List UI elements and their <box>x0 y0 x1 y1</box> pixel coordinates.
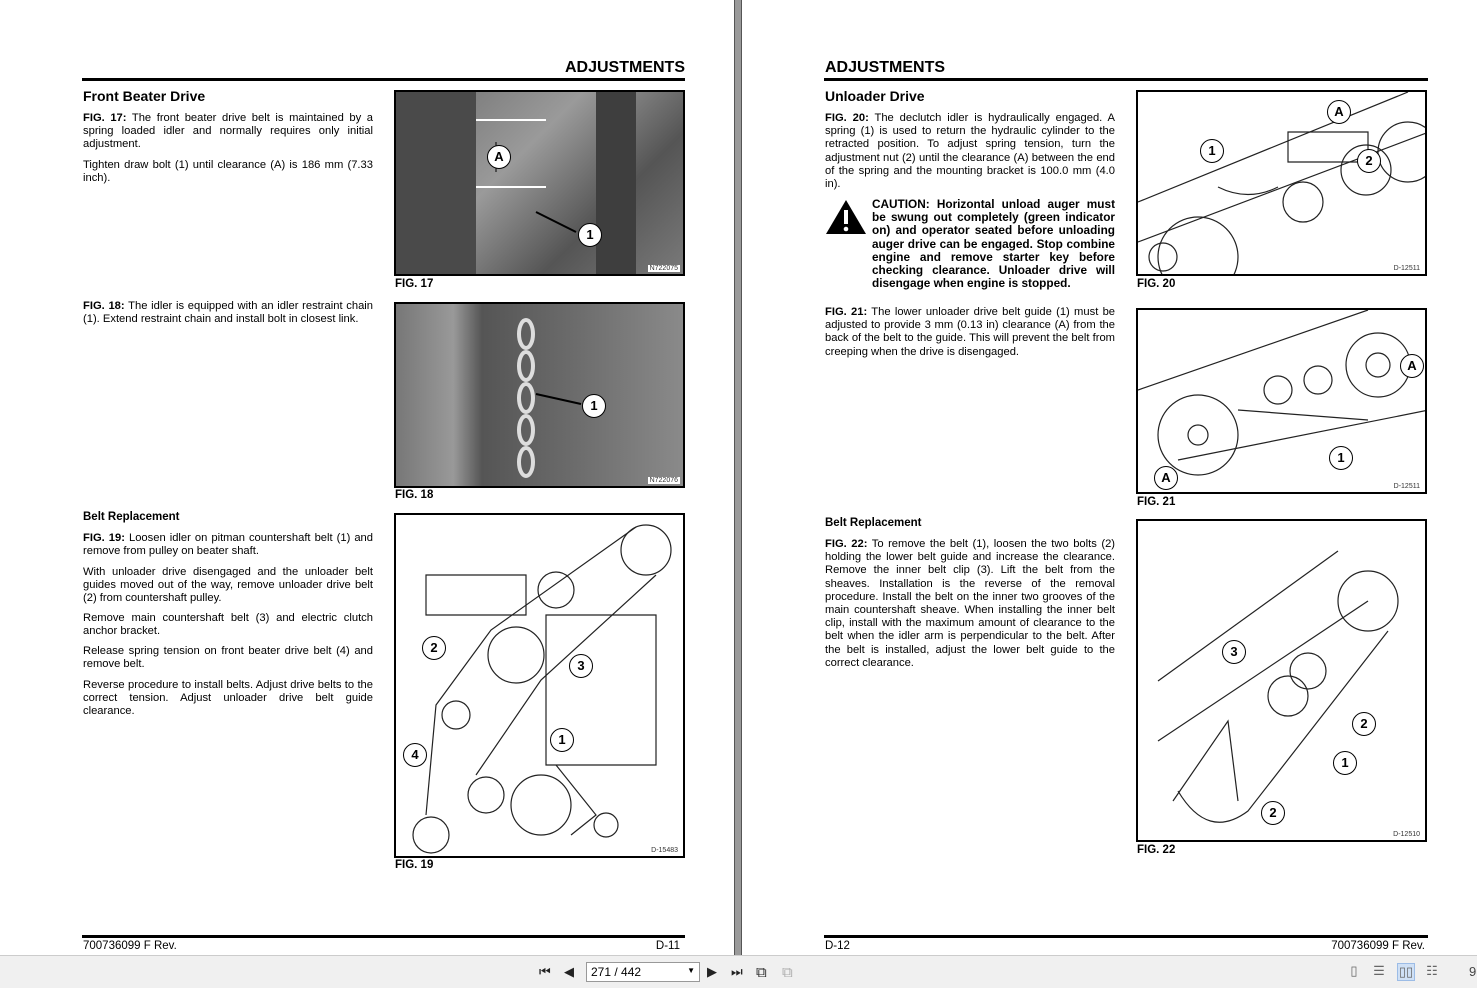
continuous-view-icon[interactable]: ☰ <box>1373 963 1385 978</box>
paragraph: Reverse procedure to install belts. Adjust drive belts to the correct tension. Adjust unloader drive belt guide clearance. <box>83 679 373 718</box>
fig19-paragraph <box>83 532 373 558</box>
figure-19-drawing <box>394 513 685 858</box>
page-header: ADJUSTMENTS <box>825 59 946 76</box>
belt-guide-drawing <box>1138 310 1427 494</box>
callout-1: 1 <box>582 394 606 418</box>
first-page-button[interactable]: ⏮ <box>539 964 551 979</box>
callout-3: 3 <box>569 654 593 678</box>
figure-20-drawing <box>1136 90 1427 276</box>
unloader-belt-drawing <box>1138 521 1427 842</box>
page-number-value: 271 / 442 <box>591 965 642 979</box>
callout-1: 1 <box>1333 751 1357 775</box>
image-code: D-15483 <box>651 847 678 854</box>
single-page-view-icon[interactable]: ▯ <box>1350 963 1358 978</box>
footer-page-number: D-12 <box>825 940 850 952</box>
fig21-paragraph <box>825 306 1115 359</box>
fig18-paragraph <box>83 300 373 326</box>
figure-caption: FIG. 21 <box>1137 496 1176 508</box>
dropdown-arrow-icon[interactable]: ▼ <box>687 966 695 975</box>
figure-caption: FIG. 18 <box>395 489 434 501</box>
paragraph: Tighten draw bolt (1) until clearance (A) is 186 mm (7.33 inch). <box>83 159 373 185</box>
paragraph-text: To remove the belt (1), loosen the two bolts (2) holding the lower belt guide and increase the clearance. Remove the inner belt clip (3). Lift the belt from the sheaves. Installation is the reverse of the removal procedure. Install the belt on the inner two grooves of the main countershaft sheave. When installing the inner belt clip, install with the maximum amount of clearance to the belt when the idler arm is perpendicular to the belt. After the belt is installed, adjust the lower belt guide to the correct clearance. <box>825 538 1116 669</box>
two-page-view-icon[interactable]: ▯▯ <box>1398 964 1414 979</box>
footer-rule <box>82 935 685 938</box>
fig-ref: FIG. 21: <box>825 306 868 318</box>
callout-1: 1 <box>1329 446 1353 470</box>
last-page-button[interactable]: ⏭ <box>731 964 743 979</box>
section-title: Unloader Drive <box>825 88 925 104</box>
previous-view-icon[interactable]: ⧉ <box>756 964 767 981</box>
paragraph: Release spring tension on front beater drive belt (4) and remove belt. <box>83 645 373 671</box>
figure-caption: FIG. 20 <box>1137 278 1176 290</box>
fig20-paragraph <box>825 112 1115 191</box>
figure-21-drawing <box>1136 308 1427 494</box>
figure-18-photo <box>394 302 685 488</box>
image-code: D-12510 <box>1393 831 1420 838</box>
paragraph-text: Loosen idler on pitman countershaft belt (1) and remove from pulley on beater shaft. <box>83 532 373 558</box>
next-view-icon[interactable]: ⧉ <box>782 964 793 981</box>
belt-drive-drawing <box>396 515 685 858</box>
header-rule <box>824 78 1428 81</box>
subsection-title: Belt Replacement <box>83 511 180 523</box>
callout-3: 3 <box>1222 640 1246 664</box>
callout-1: 1 <box>578 223 602 247</box>
fig22-paragraph <box>825 538 1115 670</box>
figure-caption: FIG. 19 <box>395 859 434 871</box>
navigation-toolbar <box>0 955 1477 988</box>
image-code: N722075 <box>649 265 678 272</box>
paragraph-text: The lower unloader drive belt guide (1) must be adjusted to provide 3 mm (0.13 in) clearance (A) from the back of the belt to the guide. This will prevent the belt from creeping when the drive is disengaged. <box>825 306 1116 358</box>
page-number-input[interactable] <box>586 962 700 982</box>
page-gutter <box>734 0 742 955</box>
paragraph: Remove main countershaft belt (3) and electric clutch anchor bracket. <box>83 612 373 638</box>
callout-1: 1 <box>550 728 574 752</box>
paragraph-text: The idler is equipped with an idler restraint chain (1). Extend restraint chain and install bolt in closest link. <box>83 300 374 326</box>
callout-A: A <box>1400 354 1424 378</box>
header-rule <box>82 78 685 81</box>
page-header: ADJUSTMENTS <box>564 59 685 76</box>
footer-rule <box>824 935 1428 938</box>
figure-lines <box>396 92 685 276</box>
fig-ref: FIG. 19: <box>83 532 125 544</box>
subsection-title: Belt Replacement <box>825 517 922 529</box>
fig-ref: FIG. 20: <box>825 112 869 124</box>
unloader-drive-drawing <box>1138 92 1427 276</box>
image-code: D-12511 <box>1393 265 1420 272</box>
right-page <box>742 0 1477 955</box>
footer-doc-number: 700736099 F Rev. <box>1331 940 1425 952</box>
chain-drawing <box>396 304 685 488</box>
image-code: N722076 <box>649 477 678 484</box>
figure-caption: FIG. 22 <box>1137 844 1176 856</box>
callout-2: 2 <box>1357 149 1381 173</box>
fig17-paragraph <box>83 112 373 152</box>
paragraph-text: The declutch idler is hydraulically engaged. A spring (1) is used to return the hydraulic cylinder to the retracted position. To adjust spring tension, turn the adjustment nut (2) until the clearance (A) between the end of the spring and the mounting bracket is 100.0 mm (4.0 in). <box>825 112 1116 191</box>
caution-text: CAUTION: Horizontal unload auger must be swung out completely (green indicator on) and operator seated before unloading auger drive can be engaged. Stop combine engine and remove starter key before checking clearance. Unloader drive will disengage when engine is stopped. <box>872 197 1115 291</box>
callout-4: 4 <box>403 743 427 767</box>
fig-ref: FIG. 17: <box>83 112 127 124</box>
warning-triangle-icon <box>825 198 867 236</box>
left-page <box>0 0 734 955</box>
footer-page-number: D-11 <box>655 940 680 952</box>
next-page-button[interactable]: ▶ <box>707 964 717 979</box>
footer-doc-number: 700736099 F Rev. <box>83 940 177 952</box>
callout-A: A <box>1327 100 1351 124</box>
zoom-level-partial[interactable]: 9 <box>1469 964 1477 979</box>
callout-1: 1 <box>1200 139 1224 163</box>
callout-2: 2 <box>1352 712 1376 736</box>
section-title: Front Beater Drive <box>83 88 206 104</box>
callout-2: 2 <box>422 636 446 660</box>
previous-page-button[interactable]: ◀ <box>564 964 574 979</box>
fig-ref: FIG. 22: <box>825 538 868 550</box>
paragraph-text: The front beater drive belt is maintained by a spring loaded idler and normally requires only initial adjustment. <box>83 112 373 151</box>
callout-2: 2 <box>1261 801 1285 825</box>
image-code: D-12511 <box>1393 483 1420 490</box>
callout-A: A <box>1154 466 1178 490</box>
fig-ref: FIG. 18: <box>83 300 125 312</box>
two-page-continuous-view-icon[interactable]: ☷ <box>1426 963 1438 978</box>
paragraph: With unloader drive disengaged and the unloader belt guides moved out of the way, remove unloader drive belt (2) from countershaft pulley. <box>83 566 373 605</box>
figure-17-photo <box>394 90 685 276</box>
figure-caption: FIG. 17 <box>395 278 434 290</box>
callout-A: A <box>487 145 511 169</box>
figure-22-drawing <box>1136 519 1427 842</box>
